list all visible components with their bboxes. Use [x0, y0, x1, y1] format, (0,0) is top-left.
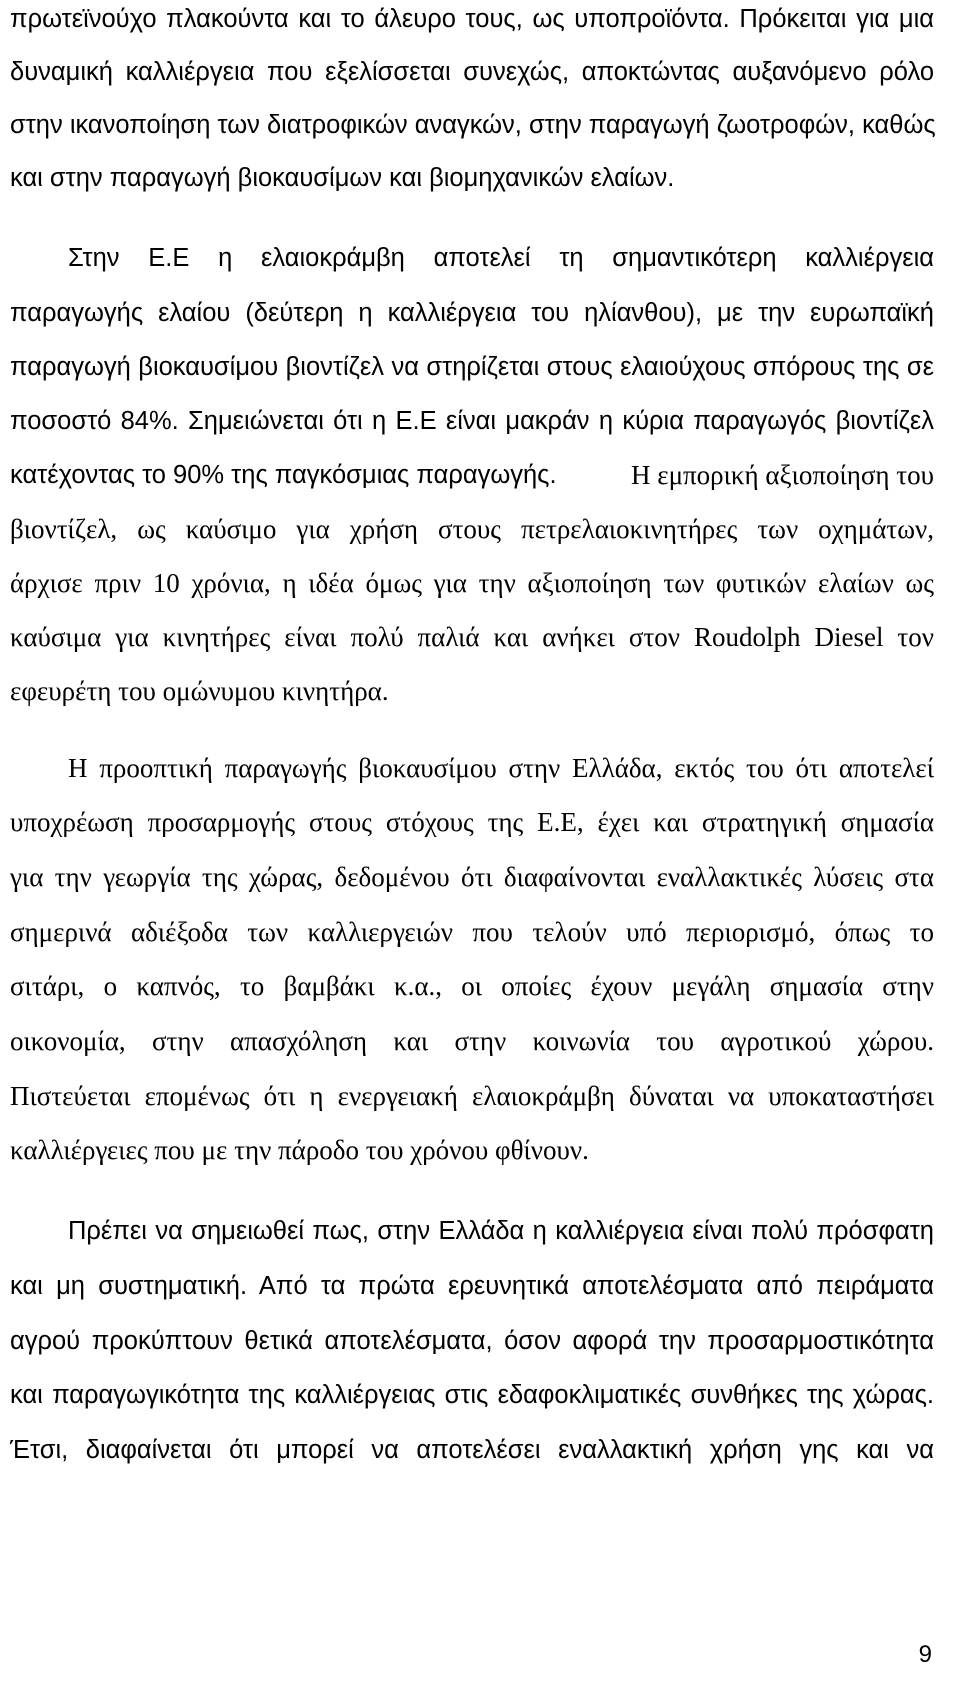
text-line: οικονομία, στην απασχόληση και στην κοινωνία του αγροτικού χώρου. [10, 1026, 934, 1056]
text-line: σημερινά αδιέξοδα των καλλιεργειών που τελούν υπό περιορισμό, όπως το [10, 917, 934, 947]
text-segment: κατέχοντας το 90% της παγκόσμιας παραγωγής. [10, 461, 557, 489]
text-line: βιοντίζελ, ως καύσιμο για χρήση στους πετρελαιοκινητήρες των οχημάτων, [10, 514, 934, 544]
text-line: Πιστεύεται επομένως ότι η ενεργειακή ελαιοκράμβη δύναται να υποκαταστήσει [10, 1081, 934, 1111]
text-line: και στην παραγωγή βιοκαυσίμων και βιομηχανικών ελαίων. [10, 164, 675, 192]
text-line: Στην Ε.Ε η ελαιοκράμβη αποτελεί τη σημαντικότερη καλλιέργεια [68, 244, 934, 272]
text-line: αγρού προκύπτουν θετικά αποτελέσματα, όσον αφορά την προσαρμοστικότητα [10, 1327, 934, 1355]
page-number: 9 [918, 1641, 932, 1668]
text-line: παραγωγής ελαίου (δεύτερη η καλλιέργεια του ηλίανθου), με την ευρωπαϊκή [10, 299, 934, 327]
text-line: καύσιμα για κινητήρες είναι πολύ παλιά και ανήκει στον Roudolph Diesel τον [10, 622, 934, 652]
text-line: Έτσι, διαφαίνεται ότι μπορεί να αποτελέσει εναλλακτική χρήση γης και να [10, 1436, 934, 1464]
text-line: άρχισε πριν 10 χρόνια, η ιδέα όμως για την αξιοποίηση των φυτικών ελαίων ως [10, 568, 934, 598]
text-line: Πρέπει να σημειωθεί πως, στην Ελλάδα η καλλιέργεια είναι πολύ πρόσφατη [68, 1217, 934, 1245]
text-line: υποχρέωση προσαρμογής στους στόχους της Ε.Ε, έχει και στρατηγική σημασία [10, 807, 934, 837]
text-line: για την γεωργία της χώρας, δεδομένου ότι διαφαίνονται εναλλακτικές λύσεις στα [10, 862, 934, 892]
text-line [10, 458, 934, 492]
text-line: ποσοστό 84%. Σημειώνεται ότι η Ε.Ε είναι μακράν η κύρια παραγωγός βιοντίζελ [10, 407, 934, 435]
text-line: δυναμική καλλιέργεια που εξελίσσεται συνεχώς, αποκτώντας αυξανόμενο ρόλο [10, 58, 934, 86]
text-line: πρωτεϊνούχο πλακούντα και το άλευρο τους, ως υποπροϊόντα. Πρόκειται για μια [10, 5, 934, 33]
text-line: καλλιέργειες που με την πάροδο του χρόνου φθίνουν. [10, 1135, 589, 1165]
text-line: παραγωγή βιοκαυσίμου βιοντίζελ να στηρίζεται στους ελαιούχους σπόρους της σε [10, 353, 934, 381]
text-line: στην ικανοποίηση των διατροφικών αναγκών, στην παραγωγή ζωοτροφών, καθώς [10, 111, 936, 139]
text-line: σιτάρι, ο καπνός, το βαμβάκι κ.α., οι οποίες έχουν μεγάλη σημασία στην [10, 971, 934, 1001]
text-segment: Η εμπορική αξιοποίηση του [630, 460, 934, 490]
text-line: Η προοπτική παραγωγής βιοκαυσίμου στην Ελλάδα, εκτός του ότι αποτελεί [68, 753, 934, 783]
text-line: και παραγωγικότητα της καλλιέργειας στις εδαφοκλιματικές συνθήκες της χώρας. [10, 1381, 934, 1409]
text-line: και μη συστηματική. Από τα πρώτα ερευνητικά αποτελέσματα από πειράματα [10, 1272, 934, 1300]
text-line: εφευρέτη του ομώνυμου κινητήρα. [10, 676, 389, 706]
